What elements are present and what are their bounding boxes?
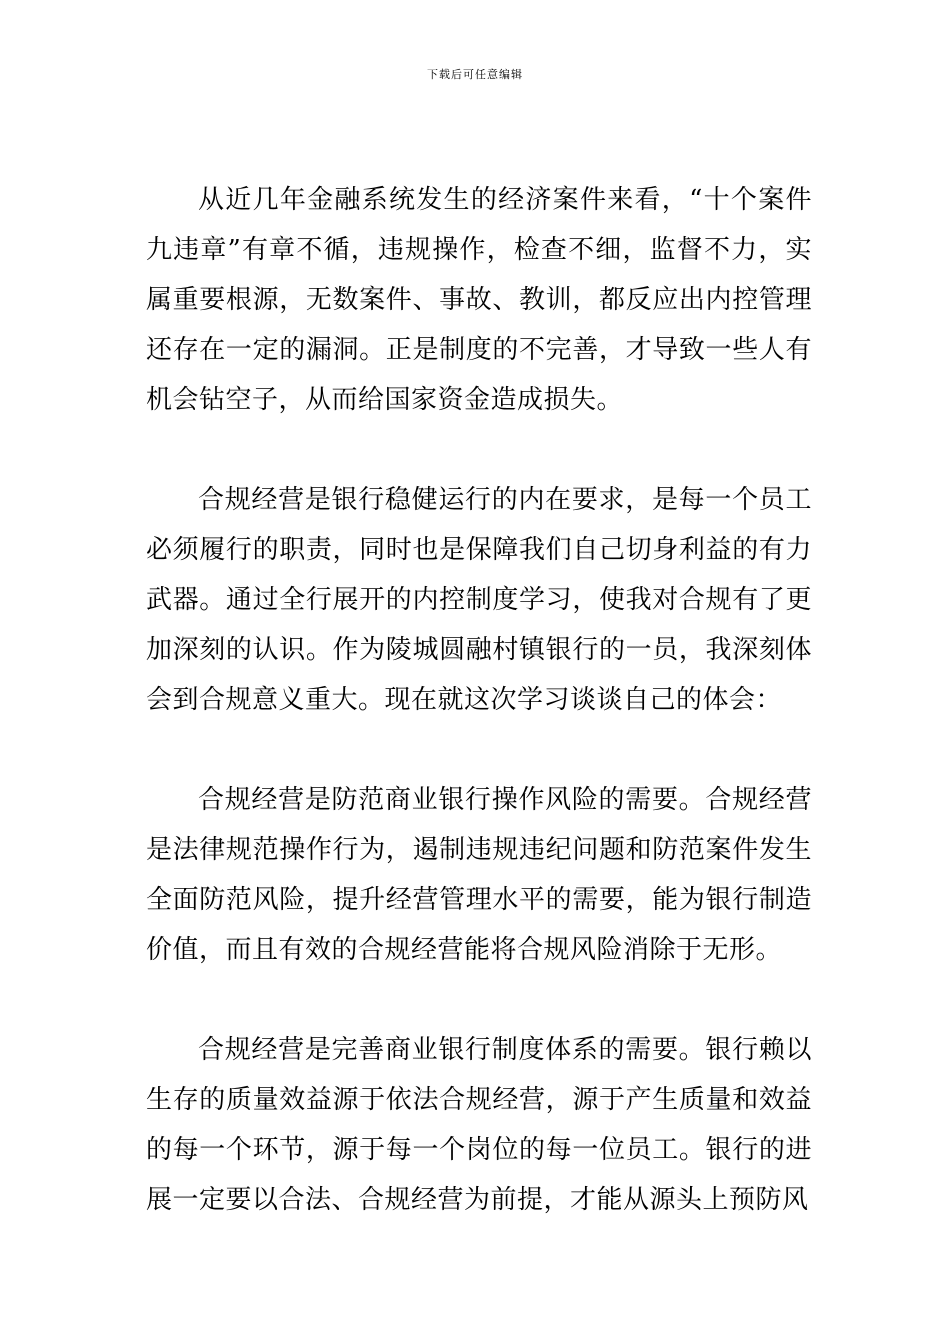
page-header: 下载后可任意编辑 <box>427 68 523 81</box>
paragraph-risk-prevention: 合规经营是防范商业银行操作风险的需要。合规经营是法律规范操作行为，遏制违规违纪问题和防范案件发生全面防范风险，提升经营管理水平的需要，能为银行制造价值，而且有效的合规经营能将合规风险消除于无形。 <box>146 785 812 965</box>
paragraph-compliance-requirement: 合规经营是银行稳健运行的内在要求，是每一个员工必须履行的职责，同时也是保障我们自己切身利益的有力武器。通过全行展开的内控制度学习，使我对合规有了更加深刻的认识。作为陵城圆融村镇银行的一员，我深刻体会到合规意义重大。现在就这次学习谈谈自己的体会： <box>146 485 812 715</box>
paragraph-system-improvement: 合规经营是完善商业银行制度体系的需要。银行赖以生存的质量效益源于依法合规经营，源于产生质量和效益的每一个环节，源于每一个岗位的每一位员工。银行的进展一定要以合法、合规经营为前提，才能从源头上预防风 <box>146 1035 812 1215</box>
paragraph-case-analysis: 从近几年金融系统发生的经济案件来看，“十个案件九违章”有章不循，违规操作，检查不细，监督不力，实属重要根源，无数案件、事故、教训，都反应出内控管理还存在一定的漏洞。正是制度的不完善，才导致一些人有机会钻空子，从而给国家资金造成损失。 <box>146 185 812 415</box>
